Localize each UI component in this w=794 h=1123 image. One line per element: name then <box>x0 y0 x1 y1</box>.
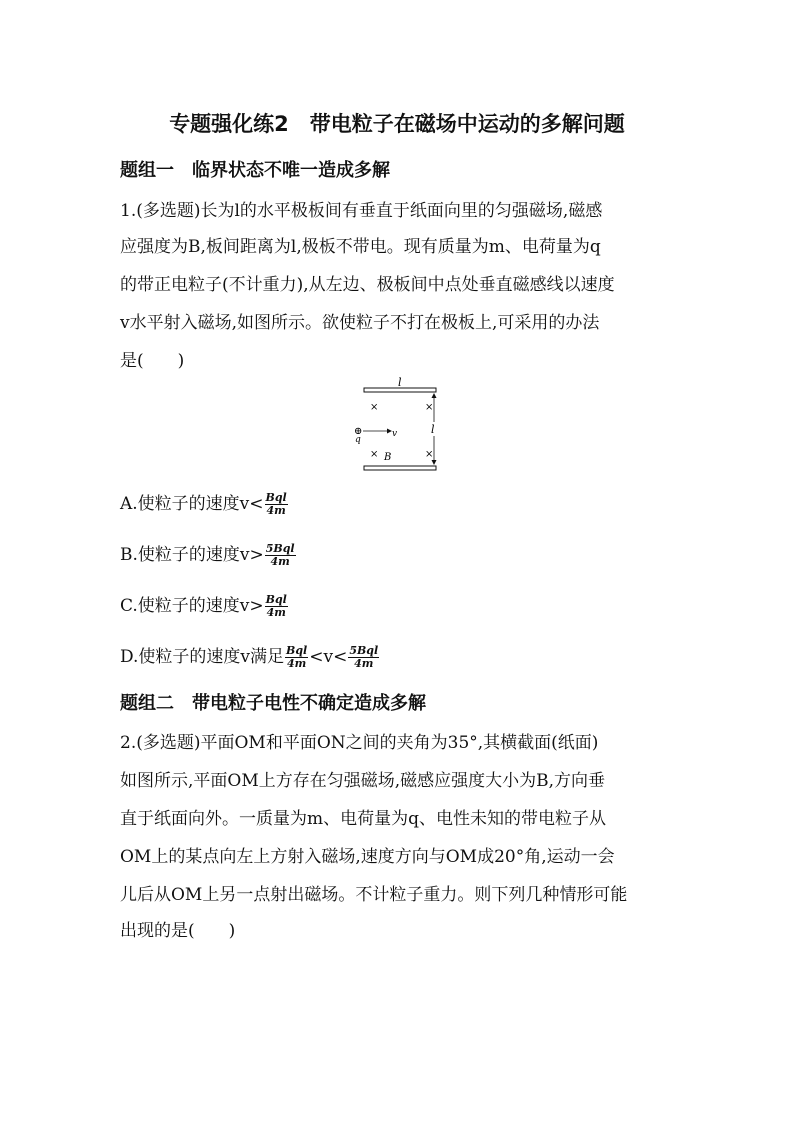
field-cross: × <box>370 449 379 460</box>
arrow-down-icon <box>432 460 437 465</box>
option-operator: > <box>249 545 264 565</box>
q2-line-5: 儿后从OM上另一点射出磁场。不计粒子重力。则下列几种情形可能 <box>120 885 628 905</box>
option-text: C.使粒子的速度v <box>120 596 250 616</box>
label-l-right: l <box>431 423 435 436</box>
fraction-numerator: Bql <box>265 491 287 504</box>
fraction <box>265 543 296 568</box>
fraction-numerator: Bql <box>265 593 287 606</box>
q1-line-3: 的带正电粒子(不计重力),从左边、极板间中点处垂直磁感线以速度 <box>120 275 615 295</box>
option-text: A.使粒子的速度v <box>120 494 250 514</box>
arrow-up-icon <box>432 393 437 398</box>
field-cross: × <box>370 402 379 413</box>
q2-line-1: 2.(多选题)平面OM和平面ON之间的夹角为35°,其横截面(纸面) <box>120 733 599 753</box>
group1-heading: 题组一 临界状态不唯一造成多解 <box>120 160 390 181</box>
fraction-numerator: Bql <box>286 644 308 657</box>
positive-charge-icon: ⊕ <box>354 426 363 437</box>
label-B: B <box>384 452 392 463</box>
q1-line-1: 1.(多选题)长为l的水平极板间有垂直于纸面向里的匀强磁场,磁感 <box>120 201 603 221</box>
fraction-denominator: 4m <box>354 657 374 670</box>
fraction <box>285 645 308 670</box>
q2-line-6: 出现的是( ) <box>120 921 236 941</box>
q2-line-4: OM上的某点向左上方射入磁场,速度方向与OM成20°角,运动一会 <box>120 847 615 867</box>
bottom-plate <box>364 466 436 470</box>
label-v: v <box>392 429 398 439</box>
field-cross: × <box>425 449 434 460</box>
page-title: 专题强化练2 带电粒子在磁场中运动的多解问题 <box>169 112 625 136</box>
fraction-denominator: 4m <box>286 657 307 670</box>
q1-option-c <box>120 591 289 619</box>
q1-option-d <box>120 642 380 670</box>
label-l-top: l <box>398 376 402 389</box>
q1-line-2: 应强度为B,板间距离为l,极板不带电。现有质量为m、电荷量为q <box>120 237 601 257</box>
fraction-denominator: 4m <box>266 606 286 619</box>
fraction-numerator: 5Bql <box>349 644 379 657</box>
q1-option-b <box>120 540 297 568</box>
q1-line-4: v水平射入磁场,如图所示。欲使粒子不打在极板上,可采用的办法 <box>120 313 600 333</box>
option-operator: > <box>249 596 264 616</box>
option-operator: < <box>249 494 264 514</box>
fraction <box>348 645 379 670</box>
q2-line-2: 如图所示,平面OM上方存在匀强磁场,磁感应强度大小为B,方向垂 <box>120 771 606 791</box>
fraction-denominator: 4m <box>266 504 286 517</box>
q1-line-5: 是( ) <box>120 351 185 371</box>
q1-option-a <box>120 489 289 517</box>
fraction-denominator: 4m <box>270 555 290 568</box>
option-operator: <v< <box>309 647 348 667</box>
q2-line-3: 直于纸面向外。一质量为m、电荷量为q、电性未知的带电粒子从 <box>120 809 607 829</box>
fraction <box>265 594 288 619</box>
fraction <box>265 492 288 517</box>
group2-heading: 题组二 带电粒子电性不确定造成多解 <box>120 693 426 714</box>
option-text: D.使粒子的速度v满足 <box>120 647 285 667</box>
fraction-numerator: 5Bql <box>265 542 295 555</box>
q1-figure <box>340 374 450 478</box>
option-text: B.使粒子的速度v <box>120 545 250 565</box>
field-cross: × <box>425 402 434 413</box>
label-q: q <box>355 435 361 445</box>
